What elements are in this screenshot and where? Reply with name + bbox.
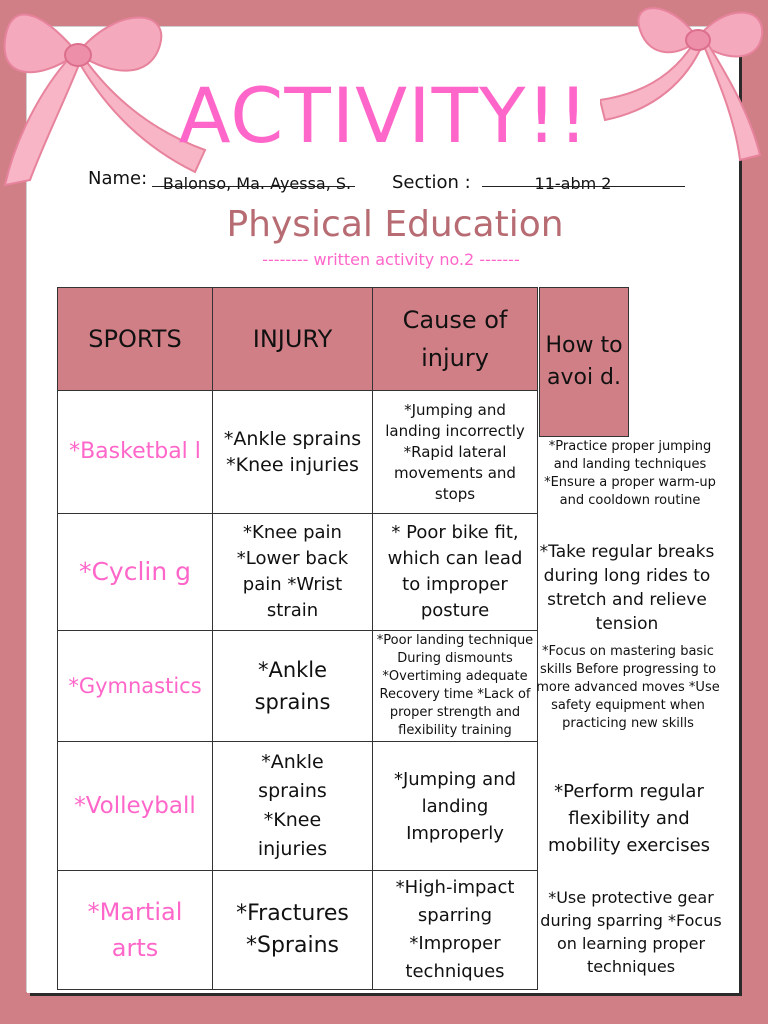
section-underline (482, 186, 685, 187)
table-cell-injury: *Ankle sprains *Knee injuries (212, 390, 373, 514)
table-cell-cause: *Jumping and landing Improperly (372, 741, 538, 871)
table-cell-injury: *Fractures *Sprains (212, 870, 373, 990)
table-cell-sport: *Martial arts (57, 870, 213, 990)
table-cell-sport: *Cyclin g (57, 513, 213, 631)
header-sports: SPORTS (57, 287, 213, 391)
table-cell-avoid: *Use protective gear during sparring *Focus on learning proper techniques (540, 888, 722, 976)
table-cell-avoid: *Focus on mastering basic skills Before progressing to more advanced moves *Use safety equipment when practicing new skills (536, 644, 720, 731)
table-cell-cause: *Jumping and landing incorrectly *Rapid lateral movements and stops (372, 390, 538, 514)
table-cell-injury: *Ankle sprains *Knee injuries (212, 741, 373, 871)
table-cell-sport: *Volleyball (57, 741, 213, 871)
table-cell-sport: *Gymnastics (57, 630, 213, 742)
table-cell-sport: *Basketbal l (57, 390, 213, 514)
table-cell-cause: *High-impact sparring *Improper techniques (372, 870, 538, 990)
header-avoid: How to avoi d. (539, 287, 629, 437)
name-label: Name: (88, 168, 148, 189)
table-cell-avoid: *Practice proper jumping and landing techniques *Ensure a proper warm-up and cooldown routine (544, 439, 716, 508)
section-value: 11-abm 2 (534, 174, 612, 193)
table-cell-avoid: *Take regular breaks during long rides to stretch and relieve tension (539, 542, 715, 634)
table-cell-cause: *Poor landing technique During dismounts *Overtiming adequate Recovery time *Lack of proper strength and flexibility training (372, 630, 538, 742)
subject-heading: Physical Education (226, 204, 564, 245)
table-cell-injury: *Knee pain *Lower back pain *Wrist strain (212, 513, 373, 631)
header-cause: Cause of injury (372, 287, 538, 391)
header-injury: INJURY (212, 287, 373, 391)
table-cell-cause: * Poor bike fit, which can lead to improper posture (372, 513, 538, 631)
name-value: Balonso, Ma. Ayessa, S. (162, 174, 352, 193)
section-label: Section : (392, 172, 471, 193)
page-title: ACTIVITY!! (178, 71, 590, 160)
activity-subtitle: -------- written activity no.2 ------- (262, 250, 520, 269)
name-underline (152, 186, 355, 187)
table-cell-injury: *Ankle sprains (212, 630, 373, 742)
table-cell-avoid: *Perform regular flexibility and mobility exercises (547, 780, 711, 856)
